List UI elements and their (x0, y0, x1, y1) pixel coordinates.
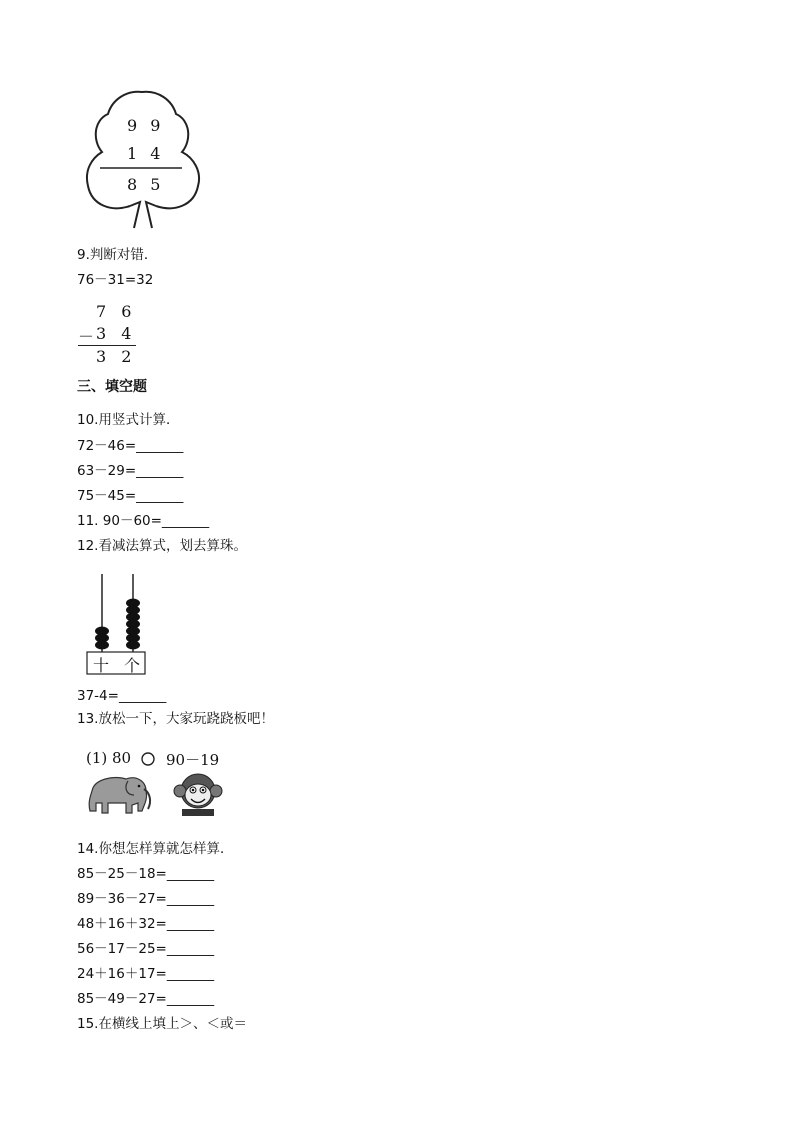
q9-vertical (78, 300, 148, 370)
section-3-title: 三、填空题 (77, 379, 147, 395)
tree-row-3: 8 5 (127, 175, 161, 194)
q10-item-1: 72－46=_______ (77, 438, 184, 454)
abacus-tens-label: 十 (93, 656, 110, 675)
monkey-icon (172, 771, 224, 817)
q13-title: 13.放松一下，大家玩跷跷板吧！ (77, 711, 274, 727)
seesaw-right-label: 90－19 (166, 751, 220, 769)
q10-item-2: 63－29=_______ (77, 463, 184, 479)
abacus (86, 572, 148, 676)
q14-item-4: 56－17－25=_______ (77, 941, 215, 957)
q9-vertical-row-1: 7 6 (96, 302, 132, 321)
tree-row-1: 9 9 (127, 116, 161, 135)
q14-item-1: 85－25－18=_______ (77, 866, 215, 882)
q14-item-5: 24＋16＋17=_______ (77, 966, 215, 982)
tens-beads (95, 627, 109, 650)
q9-title: 9.判断对错． (77, 247, 158, 263)
tree-figure (82, 88, 207, 230)
ones-beads (126, 599, 140, 650)
q15-title: 15.在横线上填上＞、＜或＝ (77, 1016, 247, 1032)
q14-item-2: 89－36－27=_______ (77, 891, 215, 907)
q9-equation: 76－31=32 (77, 272, 154, 288)
q12-title: 12.看减法算式，划去算珠。 (77, 538, 247, 554)
compare-circle-icon (140, 751, 156, 767)
q9-vertical-row-3: 3 2 (96, 347, 132, 366)
q14-title: 14.你想怎样算就怎样算． (77, 841, 234, 857)
q11-title: 11. 90－60=_______ (77, 513, 210, 529)
q14-item-6: 85－49－27=_______ (77, 991, 215, 1007)
q9-vertical-minus: － (78, 327, 95, 346)
q12-equation: 37-4=_______ (77, 688, 167, 704)
q9-vertical-row-2: 3 4 (96, 324, 132, 343)
q10-title: 10.用竖式计算． (77, 412, 180, 428)
seesaw-left-label: (1) 80 (86, 749, 132, 767)
q9-vertical-rule (78, 345, 136, 346)
tree-row-2: 1 4 (127, 144, 161, 163)
seesaw-figure (84, 747, 234, 819)
q10-item-3: 75－45=_______ (77, 488, 184, 504)
elephant-icon (84, 771, 154, 817)
q14-item-3: 48＋16＋32=_______ (77, 916, 215, 932)
abacus-ones-label: 个 (124, 656, 141, 675)
